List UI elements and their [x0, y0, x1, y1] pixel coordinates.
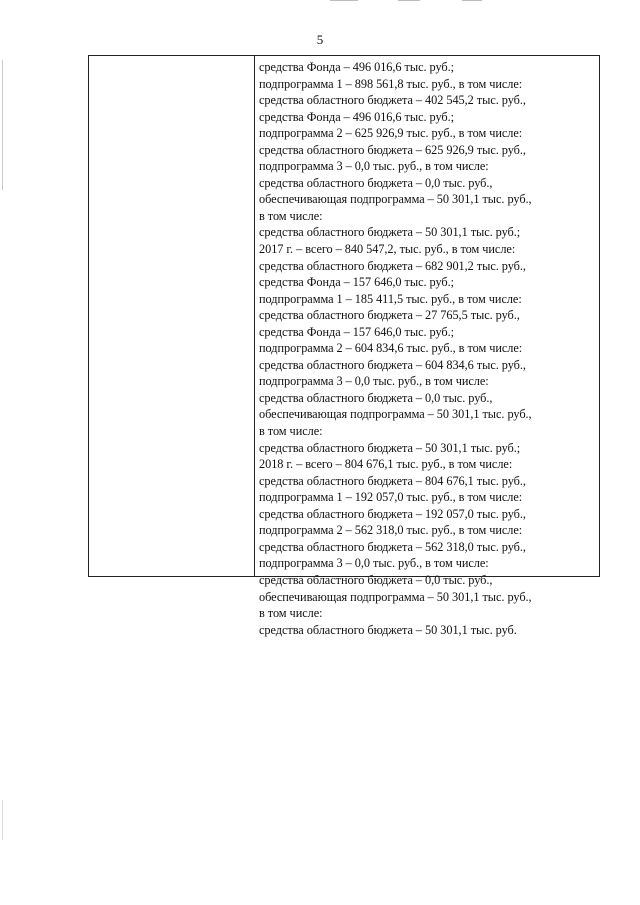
text-line: подпрограмма 3 – 0,0 тыс. руб., в том числе: — [259, 556, 489, 571]
text-line: средства Фонда – 157 646,0 тыс. руб.; — [259, 324, 454, 339]
text-line: средства областного бюджета – 604 834,6 тыс. руб., — [259, 357, 526, 372]
text-line: 2017 г. – всего – 840 547,2, тыс. руб., в том числе: — [259, 242, 516, 257]
text-line: подпрограмма 3 – 0,0 тыс. руб., в том числе: — [259, 159, 489, 174]
text-line: средства областного бюджета – 0,0 тыс. руб., — [259, 390, 493, 405]
text-line: средства областного бюджета – 562 318,0 тыс. руб., — [259, 539, 526, 554]
text-line: средства областного бюджета – 27 765,5 тыс. руб., — [259, 308, 520, 323]
text-line: обеспечивающая подпрограмма – 50 301,1 тыс. руб., — [259, 407, 532, 422]
text-line: средства областного бюджета – 0,0 тыс. руб., — [259, 175, 493, 190]
text-line: обеспечивающая подпрограмма – 50 301,1 тыс. руб., — [259, 192, 532, 207]
text-line: подпрограмма 2 – 625 926,9 тыс. руб., в том числе: — [259, 126, 523, 141]
text-line: средства областного бюджета – 625 926,9 тыс. руб., — [259, 142, 526, 157]
scan-artifact-top-1 — [330, 0, 358, 1]
text-line: подпрограмма 3 – 0,0 тыс. руб., в том числе: — [259, 374, 489, 389]
text-line: подпрограмма 1 – 185 411,5 тыс. руб., в том числе: — [259, 291, 522, 306]
text-line: средства областного бюджета – 402 545,2 тыс. руб., — [259, 93, 526, 108]
table-left-cell — [89, 56, 255, 577]
text-line: подпрограмма 2 – 562 318,0 тыс. руб., в том числе: — [259, 523, 523, 538]
text-line: в том числе: — [259, 424, 323, 439]
text-line: средства областного бюджета – 192 057,0 тыс. руб., — [259, 506, 526, 521]
text-line: средства Фонда – 496 016,6 тыс. руб.; — [259, 109, 454, 124]
text-line: в том числе: — [259, 208, 323, 223]
text-line: подпрограмма 1 – 898 561,8 тыс. руб., в том числе: — [259, 76, 523, 91]
scan-artifact-top-2 — [398, 0, 420, 1]
text-line: средства областного бюджета – 0,0 тыс. руб., — [259, 572, 493, 587]
text-line: 2018 г. – всего – 804 676,1 тыс. руб., в том числе: — [259, 457, 513, 472]
text-line: средства областного бюджета – 50 301,1 тыс. руб. — [259, 622, 517, 637]
document-table — [88, 55, 600, 637]
scan-artifact-top-3 — [462, 0, 482, 1]
scan-artifact-left-bottom — [2, 800, 3, 840]
text-line: средства Фонда – 496 016,6 тыс. руб.; — [259, 60, 454, 74]
text-line: средства областного бюджета – 50 301,1 тыс. руб.; — [259, 440, 521, 455]
text-line: обеспечивающая подпрограмма – 50 301,1 тыс. руб., — [259, 589, 532, 604]
text-line: средства областного бюджета – 682 901,2 тыс. руб., — [259, 258, 526, 273]
text-line: средства областного бюджета – 804 676,1 тыс. руб., — [259, 473, 526, 488]
table-right-cell — [259, 59, 594, 638]
text-line: в том числе: — [259, 606, 323, 621]
page-number: 5 — [316, 32, 324, 47]
text-line: средства областного бюджета – 50 301,1 тыс. руб.; — [259, 225, 521, 240]
text-line: средства Фонда – 157 646,0 тыс. руб.; — [259, 275, 454, 290]
text-line: подпрограмма 2 – 604 834,6 тыс. руб., в том числе: — [259, 341, 523, 356]
scan-artifact-left-edge — [2, 60, 3, 190]
text-line: подпрограмма 1 – 192 057,0 тыс. руб., в том числе: — [259, 490, 523, 505]
